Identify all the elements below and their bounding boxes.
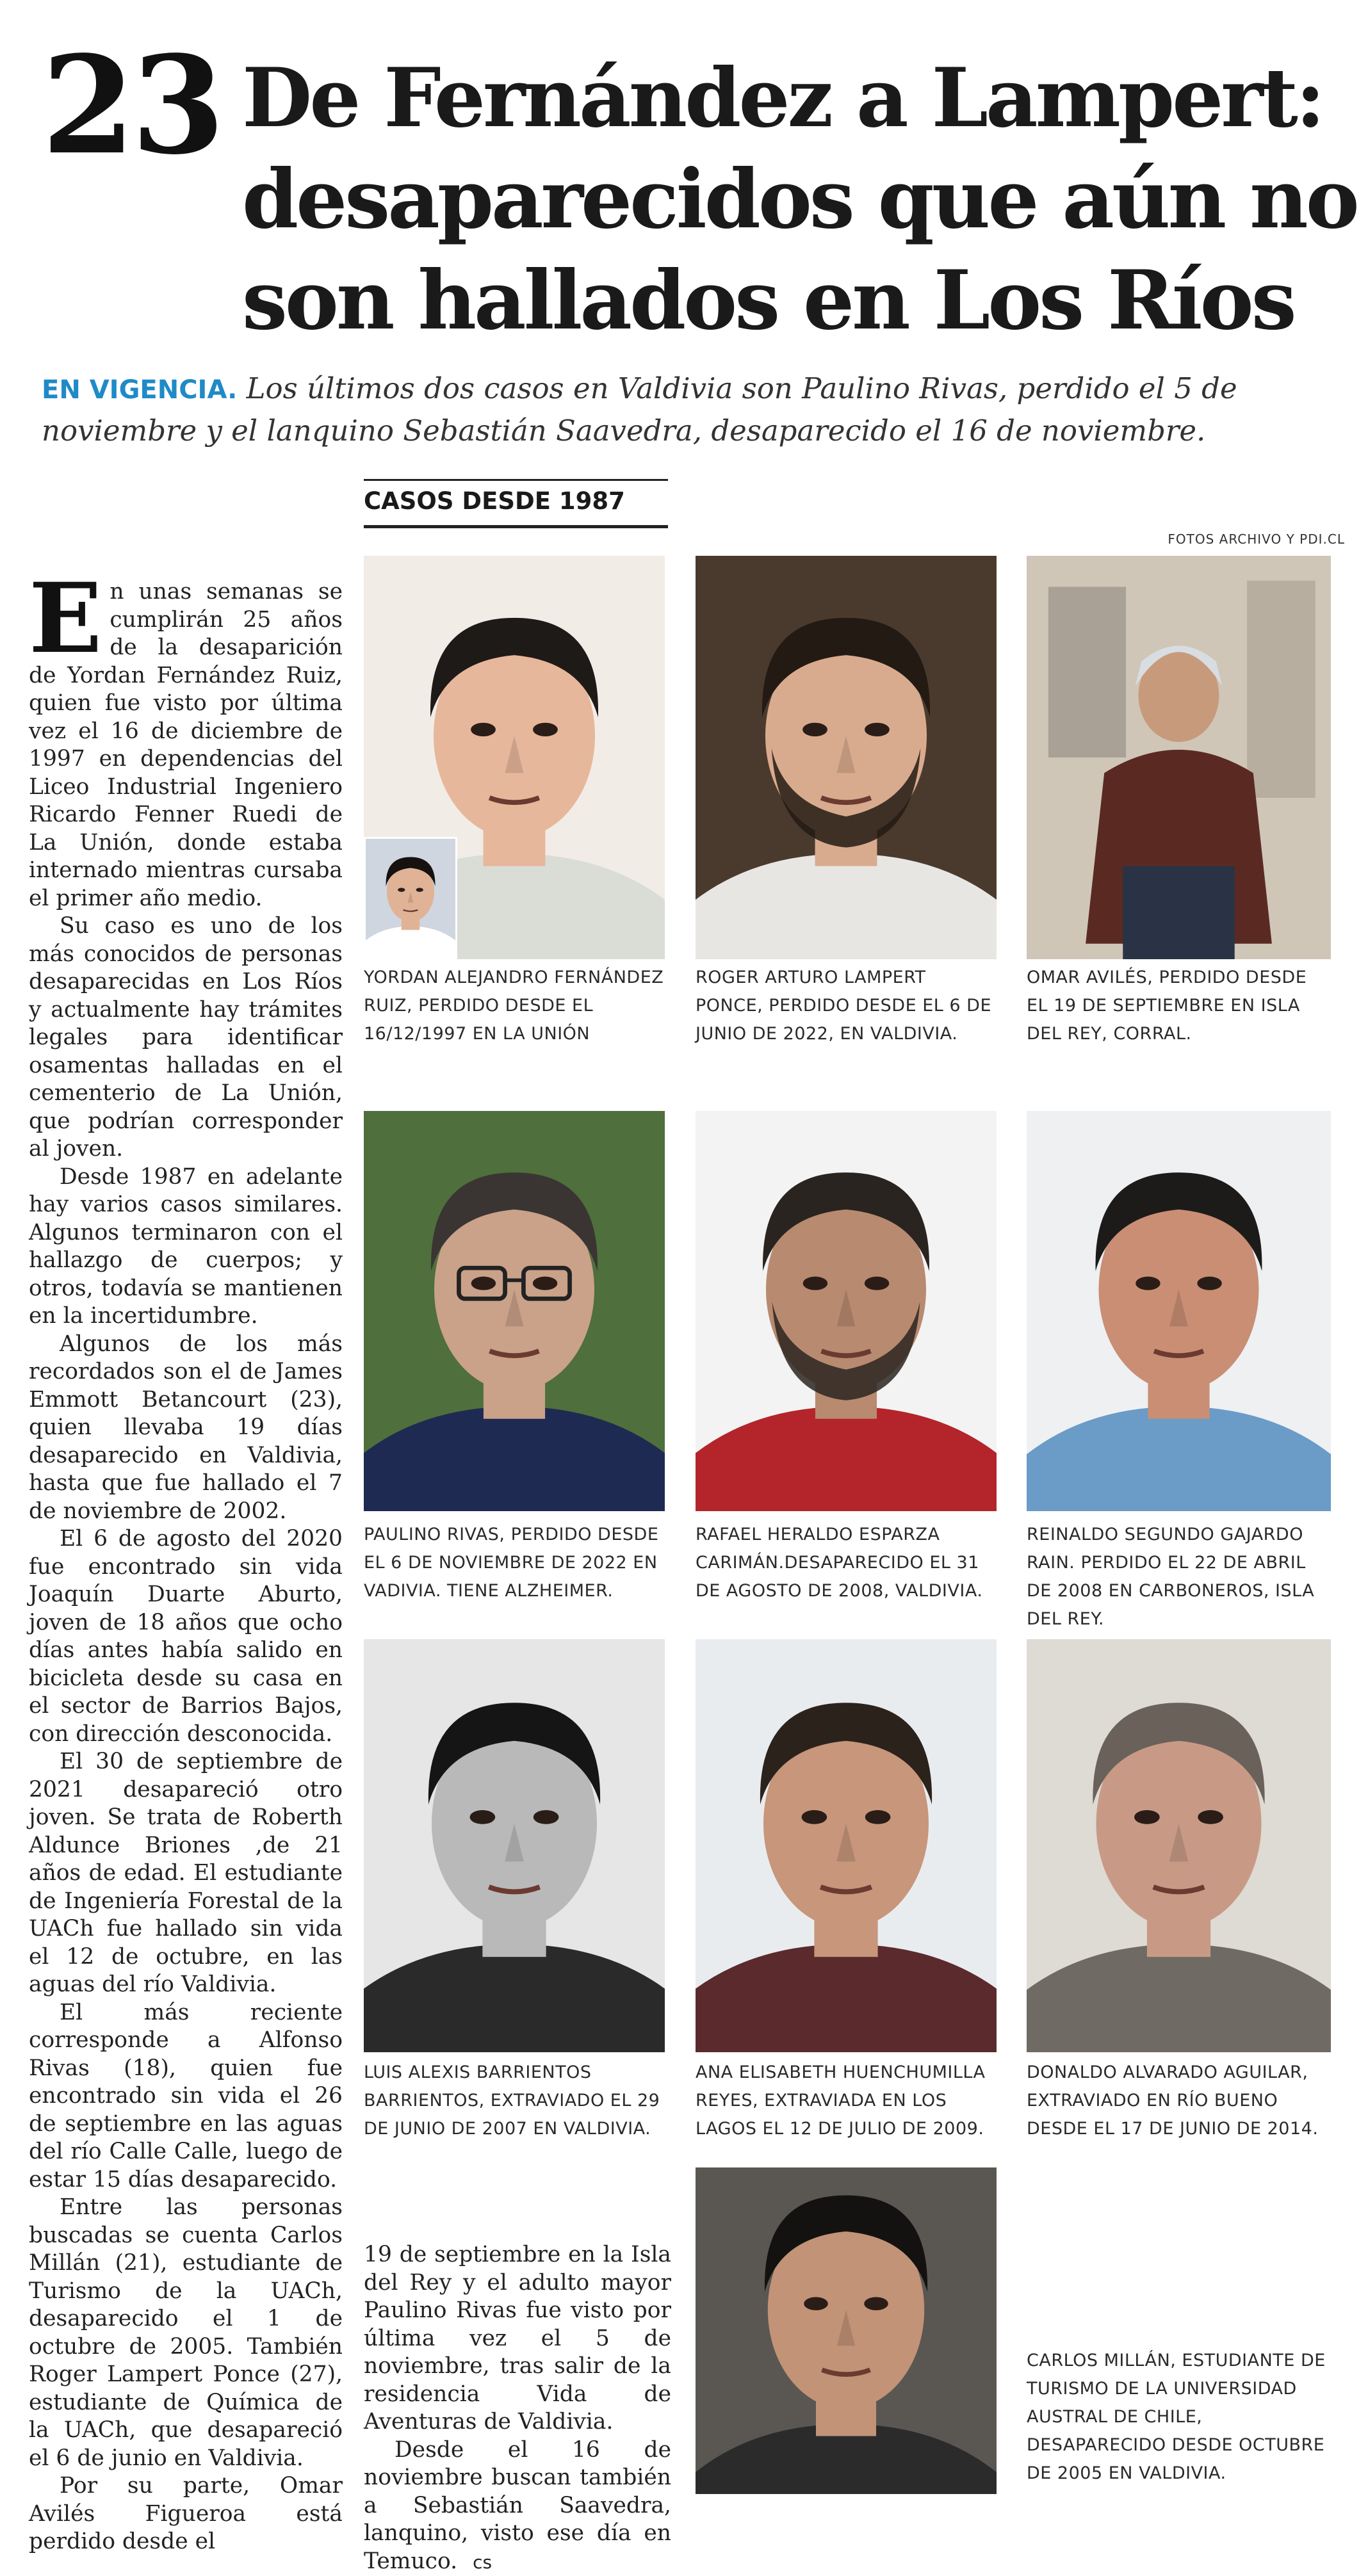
paragraph-text: Desde el 16 de noviembre buscan también a Sebastián Saavedra, lanquino, visto ese día en Temuco. xyxy=(364,2437,671,2574)
headline-line-1: De Fernández a Lampert: xyxy=(242,47,1344,149)
photo-caption: CARLOS MILLÁN, ESTUDIANTE DE TURISMO DE LA UNIVERSIDAD AUSTRAL DE CHILE, DESAPARECIDO DESDE OCTUBRE DE 2005 EN VALDIVIA. xyxy=(1027,2347,1331,2488)
headline-line-3: son hallados en Los Ríos xyxy=(242,250,1344,351)
article-paragraph: El más reciente corresponde a Alfonso Rivas (18), quien fue encontrado sin vida el 26 de septiembre en las aguas del río Calle Calle, luego de estar 15 días desaparecido. xyxy=(29,1999,343,2194)
missing-person-photo xyxy=(696,1111,997,1511)
article-paragraph: Algunos de los más recordados son el de James Emmott Betancourt (23), quien llevaba 19 días desaparecido en Valdivia, hasta que fue hallado el 7 de noviembre de 2002. xyxy=(29,1331,343,1526)
portrait-illustration xyxy=(1027,556,1331,959)
photo-caption: DONALDO ALVARADO AGUILAR, EXTRAVIADO EN RÍO BUENO DESDE EL 17 DE JUNIO DE 2014. xyxy=(1027,2059,1331,2143)
photo-caption: LUIS ALEXIS BARRIENTOS BARRIENTOS, EXTRAVIADO EL 29 DE JUNIO DE 2007 EN VALDIVIA. xyxy=(364,2059,665,2143)
missing-person-photo xyxy=(364,1639,665,2052)
standfirst xyxy=(42,368,1348,451)
headline-line-2: desaparecidos que aún no xyxy=(242,149,1344,250)
article-body-left-column xyxy=(29,578,343,2556)
portrait-illustration xyxy=(364,1639,665,2052)
photo-caption: PAULINO RIVAS, PERDIDO DESDE EL 6 DE NOVIEMBRE DE 2022 EN VADIVIA. TIENE ALZHEIMER. xyxy=(364,1521,665,1605)
standfirst-kicker: EN VIGENCIA. xyxy=(42,375,237,405)
article-paragraph: Desde 1987 en adelante hay varios casos similares. Algunos terminaron con el hallazgo de cuerpos; y otros, todavía se mantienen en la incertidumbre. xyxy=(29,1163,343,1331)
article-paragraph: Su caso es uno de los más conocidos de personas desaparecidas en Los Ríos y actualmente hay trámites legales para identificar osamentas halladas en el cementerio de La Unión, que podrían corresponder al joven. xyxy=(29,912,343,1163)
portrait-illustration xyxy=(364,1111,665,1511)
missing-person-photo xyxy=(1027,1111,1331,1511)
portrait-illustration xyxy=(696,1111,997,1511)
dropcap: E xyxy=(29,581,102,656)
photo-caption: ANA ELISABETH HUENCHUMILLA REYES, EXTRAVIADA EN LOS LAGOS EL 12 DE JULIO DE 2009. xyxy=(696,2059,997,2143)
portrait-illustration xyxy=(696,2167,997,2494)
article-paragraph: El 30 de septiembre de 2021 desapareció otro joven. Se trata de Roberth Aldunce Briones ,de 21 años de edad. El estudiante de Ingeniería Forestal de la UACh fue hallado sin vida el 12 de octubre, en las aguas del río Valdivia. xyxy=(29,1748,343,1999)
end-mark: cs xyxy=(473,2552,492,2573)
missing-person-photo xyxy=(1027,1639,1331,2052)
portrait-illustration xyxy=(366,839,455,957)
portrait-illustration xyxy=(696,1639,997,2052)
missing-person-photo xyxy=(696,556,997,959)
article-paragraph: 19 de septiembre en la Isla del Rey y el adulto mayor Paulino Rivas fue visto por última vez el 5 de noviembre, tras salir de la residencia Vida de Aventuras de Valdivia. xyxy=(364,2241,671,2436)
portrait-illustration xyxy=(1027,1111,1331,1511)
section-tag: CASOS DESDE 1987 xyxy=(364,479,668,528)
photo-caption: ROGER ARTURO LAMPERT PONCE, PERDIDO DESDE EL 6 DE JUNIO DE 2022, EN VALDIVIA. xyxy=(696,964,997,1048)
article-paragraph: El 6 de agosto del 2020 fue encontrado sin vida Joaquín Duarte Aburto, joven de 18 años que ocho días antes había salido en bicicleta desde su casa en el sector de Barrios Bajos, con dirección desconocida. xyxy=(29,1525,343,1748)
article-body-mid-column xyxy=(364,2241,671,2576)
portrait-illustration xyxy=(696,556,997,959)
missing-person-photo xyxy=(696,2167,997,2494)
missing-person-photo xyxy=(696,1639,997,2052)
article-paragraph: Por su parte, Omar Avilés Figueroa está perdido desde el xyxy=(29,2472,343,2556)
portrait-illustration xyxy=(1027,1639,1331,2052)
headline xyxy=(242,47,1344,351)
childhood-inset-photo xyxy=(364,837,457,959)
photo-caption: OMAR AVILÉS, PERDIDO DESDE EL 19 DE SEPTIEMBRE EN ISLA DEL REY, CORRAL. xyxy=(1027,964,1331,1048)
missing-person-photo xyxy=(364,1111,665,1511)
paragraph-text: n unas semanas se cumplirán 25 años de la desaparición de Yordan Fernández Ruiz, quien fue visto por última vez el 16 de diciembre de 1997 en dependencias del Liceo Industrial Ingeniero Ricardo Fenner Ruedi de La Unión, donde estaba internado mientras cursaba el primer año medio. xyxy=(29,579,343,911)
photo-caption: RAFAEL HERALDO ESPARZA CARIMÁN.DESAPARECIDO EL 31 DE AGOSTO DE 2008, VALDIVIA. xyxy=(696,1521,997,1605)
photo-caption: REINALDO SEGUNDO GAJARDO RAIN. PERDIDO EL 22 DE ABRIL DE 2008 EN CARBONEROS, ISLA DEL REY. xyxy=(1027,1521,1331,1633)
article-paragraph xyxy=(364,2436,671,2576)
photo-credit: FOTOS ARCHIVO Y PDI.CL xyxy=(1168,531,1345,547)
page-number: 23 xyxy=(42,38,221,173)
standfirst-text: Los últimos dos casos en Valdivia son Paulino Rivas, perdido el 5 de noviembre y el lanquino Sebastián Saavedra, desaparecido el 16 de noviembre. xyxy=(42,371,1237,448)
missing-person-photo xyxy=(1027,556,1331,959)
article-paragraph: Entre las personas buscadas se cuenta Carlos Millán (21), estudiante de Turismo de la UACh, desaparecido el 1 de octubre de 2005. También Roger Lampert Ponce (27), estudiante de Química de la UACh, que desapareció el 6 de junio en Valdivia. xyxy=(29,2194,343,2472)
missing-person-photo xyxy=(364,556,665,959)
photo-caption: YORDAN ALEJANDRO FERNÁNDEZ RUIZ, PERDIDO DESDE EL 16/12/1997 EN LA UNIÓN xyxy=(364,964,665,1048)
article-paragraph xyxy=(29,578,343,912)
